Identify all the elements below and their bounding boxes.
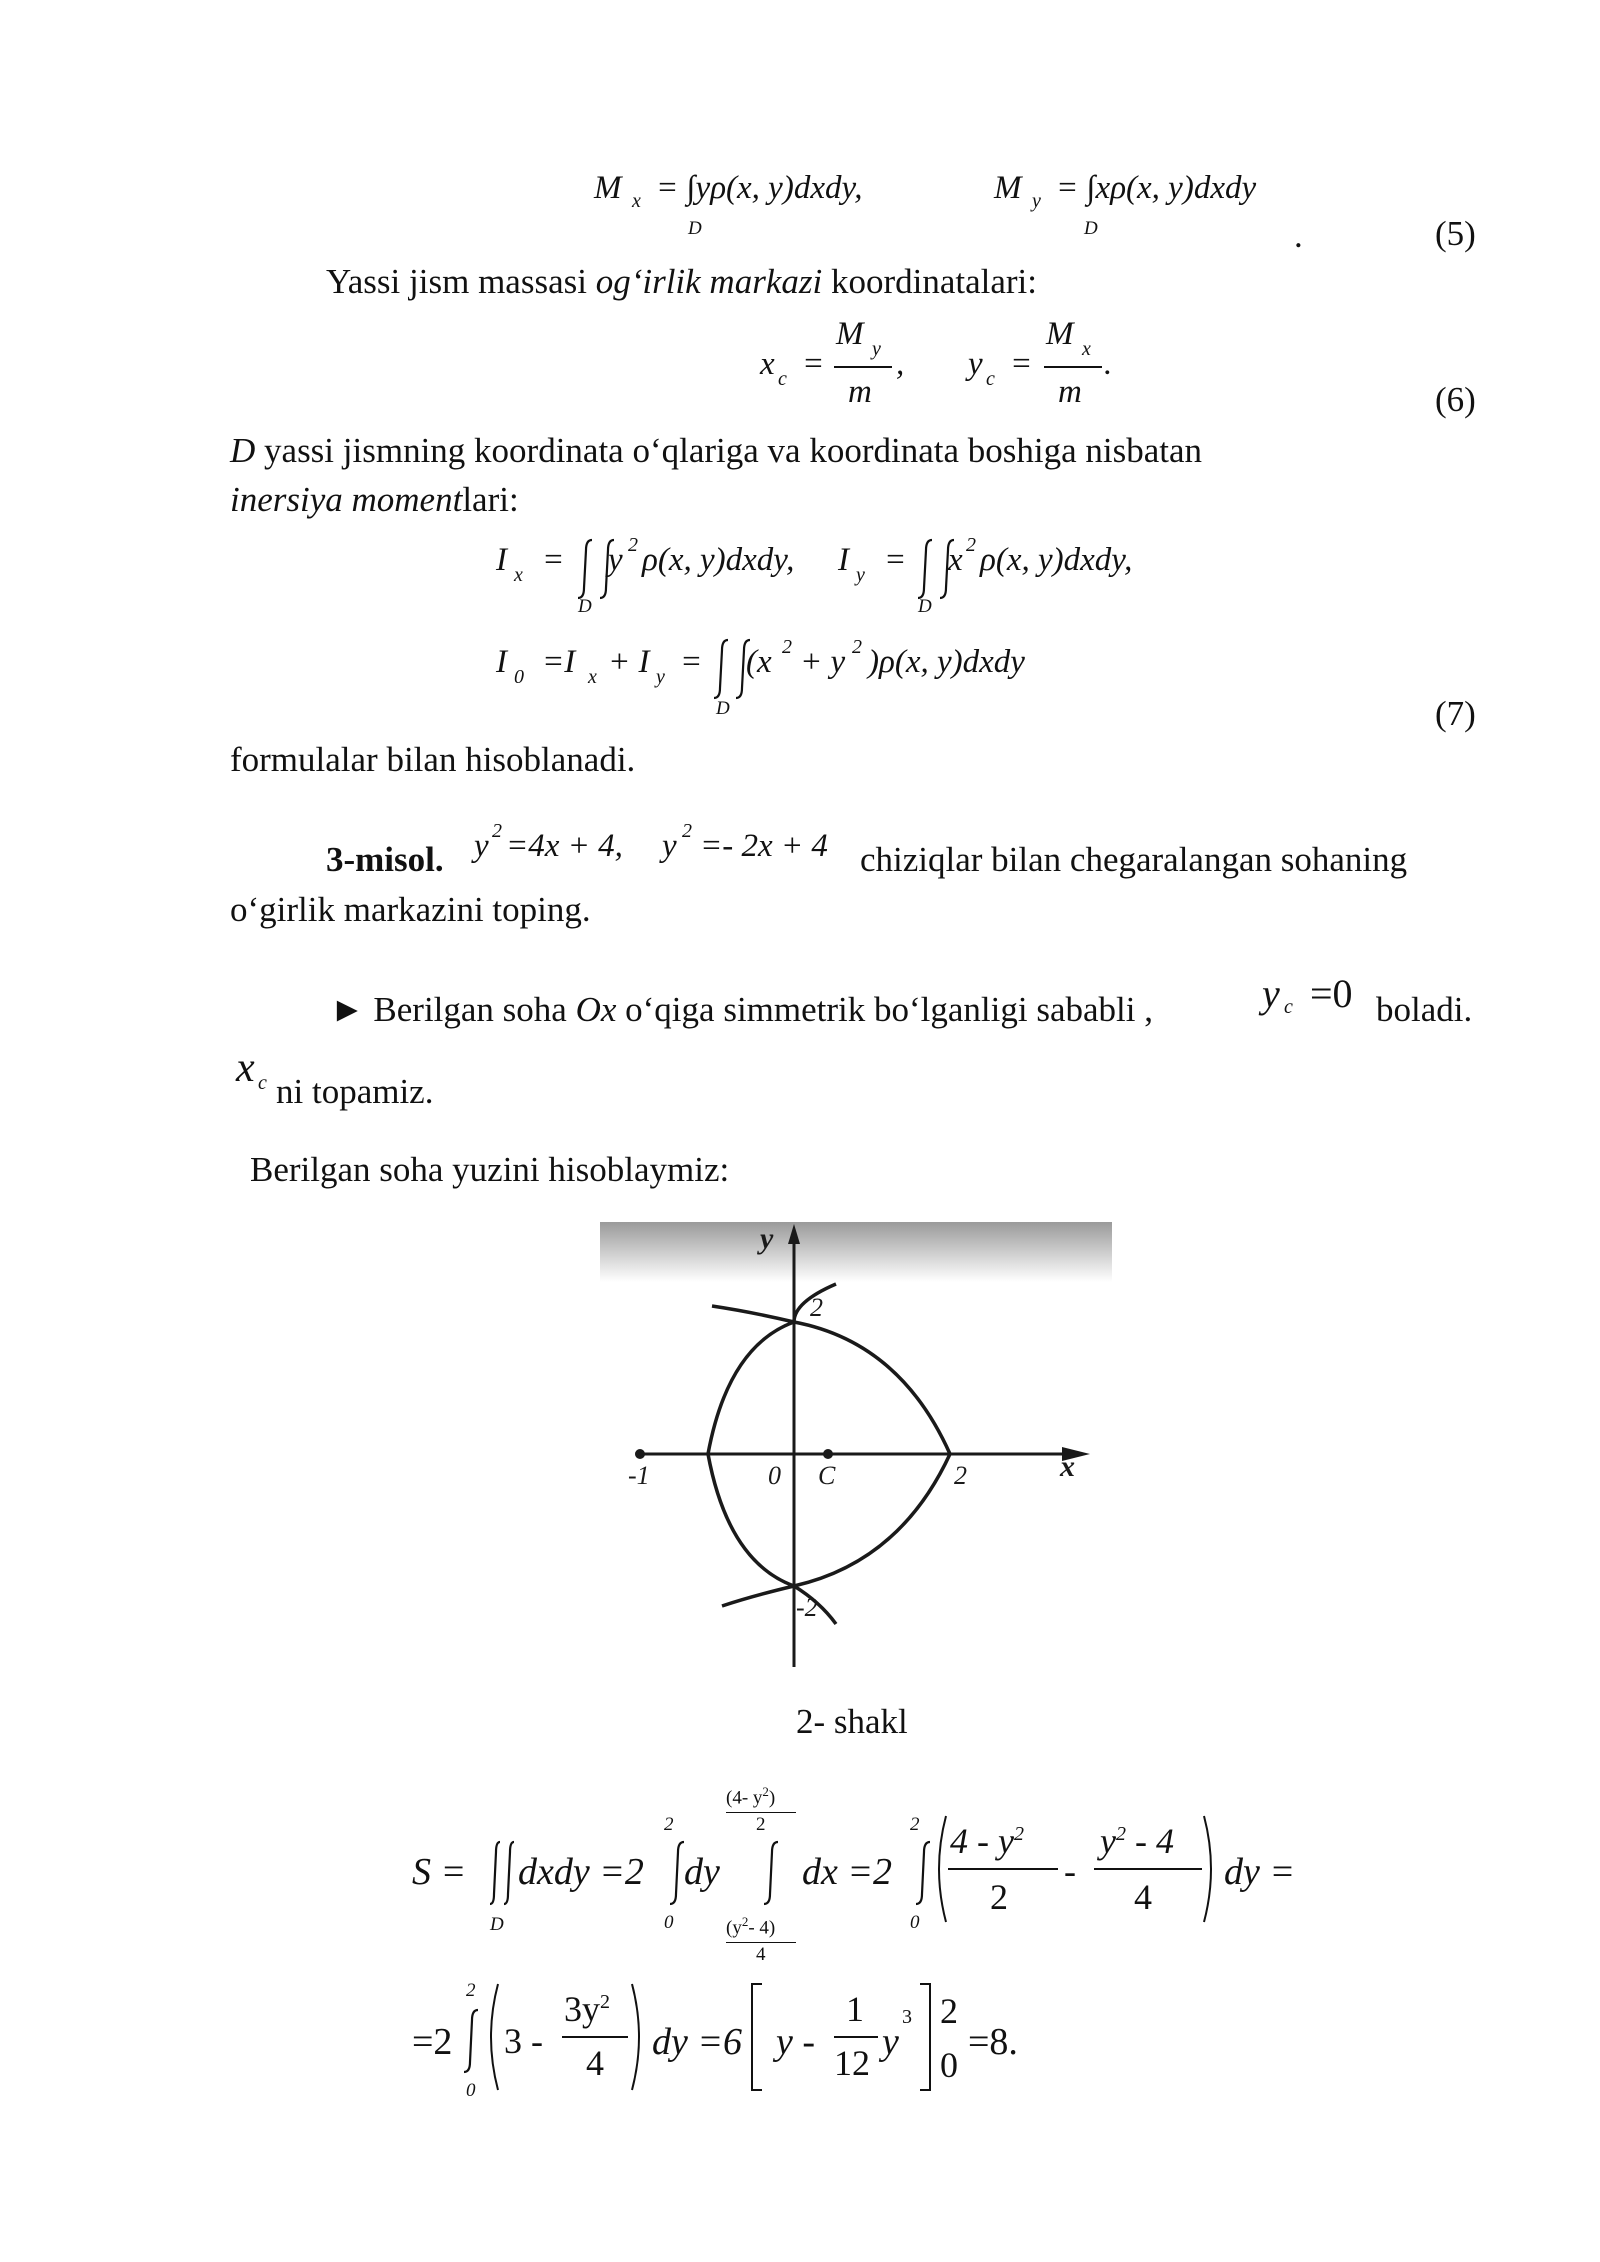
s-symbol: S = — [412, 1851, 467, 1893]
ix-domain: D — [578, 596, 592, 617]
curve2-y: y — [662, 828, 677, 864]
centroid-intro-before: Yassi jism massasi — [326, 262, 596, 301]
s2-dy: dy =6 — [652, 2021, 743, 2063]
eq6-number: (6) — [1435, 380, 1476, 419]
s2-right-bracket-icon — [918, 1982, 934, 2092]
dy-lower: 0 — [664, 1912, 674, 1933]
x-axis-left-dot — [635, 1449, 645, 1459]
curve1-y: y — [474, 828, 489, 864]
area-upper: 2 — [910, 1814, 920, 1835]
xc-numerator-m: M — [836, 316, 864, 352]
inertia-intro-d: D — [230, 431, 256, 470]
iy-square: 2 — [966, 534, 976, 556]
i0-paren-x: (x — [746, 644, 772, 680]
solution-yc-sub: c — [1284, 996, 1293, 1018]
inertia-intro-text: yassi jismning koordinata o‘qlariga va koordinata boshiga nisbatan — [255, 431, 1203, 470]
s2-y-cubed: y — [882, 2021, 899, 2063]
yc-symbol: y — [968, 346, 983, 382]
curve1-square: 2 — [492, 820, 502, 842]
s2-one: 1 — [846, 1989, 864, 2029]
f1-numerator-text: 4 - y — [950, 1821, 1014, 1861]
s2-left-paren-icon — [482, 1982, 500, 2092]
figure-scan-shade — [600, 1222, 1112, 1282]
example-label: 3-misol. — [326, 840, 444, 879]
i0-rho: )ρ(x, y)dxdy — [868, 644, 1025, 680]
s2-numerator-sup: 2 — [600, 1991, 610, 2013]
s2-fraction-bar — [562, 2036, 628, 2038]
upper-limit-den: 2 — [756, 1814, 766, 1835]
upper-limit-close: ) — [768, 1787, 776, 1809]
s2-eval-lower: 0 — [940, 2045, 958, 2085]
iy-subscript: y — [856, 564, 865, 586]
my-symbol: M — [994, 170, 1022, 206]
yc-equals: = — [1010, 346, 1033, 382]
s2-left-bracket-icon — [748, 1982, 764, 2092]
s2-numerator-text: 3y — [564, 1989, 600, 2029]
s-dxdy: dxdy =2 — [518, 1851, 644, 1893]
curve1-rest: =4x + 4, — [506, 828, 623, 864]
inertia-intro-line1 — [230, 426, 1476, 476]
centroid-intro — [326, 262, 1037, 302]
yc-numerator-sub: x — [1082, 338, 1091, 360]
xc-subscript: c — [778, 368, 787, 390]
s2-result: =8. — [968, 2021, 1018, 2063]
yc-denominator: m — [1058, 374, 1082, 410]
region-figure — [600, 1222, 1112, 1670]
eq5-number: (5) — [1435, 214, 1476, 253]
i0-symbol: I — [496, 644, 507, 680]
yc-period: . — [1104, 346, 1113, 382]
s2-cube: 3 — [902, 2006, 912, 2028]
yc-subscript: c — [986, 368, 995, 390]
solution-yc-value: =0 — [1310, 971, 1353, 1016]
f-minus: - — [1064, 1851, 1076, 1891]
figure-label-c: C — [818, 1461, 836, 1490]
my-domain: D — [1084, 218, 1098, 239]
xc-numerator-sub: y — [872, 338, 881, 360]
f2-sup: 2 — [1115, 1823, 1126, 1845]
s2-upper: 2 — [466, 1980, 476, 2001]
i0-iy-subscript: y — [656, 666, 665, 688]
solution-arrow: ► — [330, 990, 365, 1029]
inertia-intro-line2 — [230, 480, 519, 520]
f1-denominator: 2 — [990, 1877, 1008, 1917]
lower-limit-den: 4 — [756, 1944, 766, 1965]
figure-label-minus1: -1 — [628, 1461, 650, 1490]
centroid-intro-emph: og‘irlik markazi — [595, 262, 823, 301]
right-paren-icon — [1202, 1814, 1220, 1924]
ix-y: y — [608, 542, 623, 578]
eq7-number: (7) — [1435, 694, 1476, 733]
formulas-conclusion: formulalar bilan hisoblanadi. — [230, 740, 636, 779]
i0-y-square: 2 — [852, 636, 862, 658]
i0-equals: = — [680, 644, 703, 680]
i0-plus-iy: + I — [608, 644, 650, 680]
lower-limit-num — [726, 1914, 775, 1939]
lower-limit-bar — [726, 1942, 796, 1943]
solution-xc-sub: c — [258, 1072, 267, 1094]
area-intro: Berilgan soha yuzini hisoblaymiz: — [250, 1150, 730, 1189]
s2-three: 3 - — [504, 2021, 543, 2061]
solution-ox: Ox — [575, 990, 617, 1029]
lower-limit-num-text: (y — [726, 1917, 742, 1939]
solution-boladi: boladi. — [1376, 990, 1473, 1029]
iy-equals: = — [884, 542, 907, 578]
upper-limit-num — [726, 1784, 775, 1809]
s2-lower: 0 — [466, 2080, 476, 2101]
f2-denominator: 4 — [1134, 1877, 1152, 1917]
my-subscript: y — [1032, 190, 1041, 212]
upper-limit-bar — [726, 1812, 796, 1813]
s2-numerator — [564, 1988, 610, 2030]
dx-symbol: dx =2 — [802, 1851, 893, 1893]
s2-y-minus: y - — [776, 2021, 816, 2063]
s2-twelfth-bar — [834, 2036, 878, 2038]
iy-double-integral-icon — [912, 536, 972, 602]
figure-label-2-top: 2 — [810, 1293, 823, 1322]
mx-symbol: M — [594, 170, 622, 206]
xc-comma: , — [896, 346, 905, 382]
yc-numerator-m: M — [1046, 316, 1074, 352]
ix-subscript: x — [514, 564, 523, 586]
mx-integral: = ∫yρ(x, y)dxdy, — [656, 170, 863, 206]
figure-label-0: 0 — [768, 1461, 781, 1490]
dx-integral-icon — [760, 1838, 784, 1908]
i0-ix-subscript: x — [588, 666, 597, 688]
i0-plus-y: + y — [800, 644, 846, 680]
i0-subscript: 0 — [514, 666, 524, 688]
xc-fraction-bar — [834, 366, 892, 368]
iy-x: x — [948, 542, 963, 578]
figure-label-minus2: -2 — [796, 1593, 818, 1622]
s-domain: D — [490, 1914, 504, 1935]
mx-domain: D — [688, 218, 702, 239]
iy-domain: D — [918, 596, 932, 617]
yc-fraction-bar — [1044, 366, 1102, 368]
upper-limit-num-text: (4- y — [726, 1787, 763, 1809]
xc-equals: = — [802, 346, 825, 382]
f2-numerator-y: y — [1100, 1821, 1116, 1861]
s2-eval-upper: 2 — [940, 1991, 958, 2031]
example-line2: o‘girlik markazini toping. — [230, 890, 591, 929]
figure-label-2-right: 2 — [954, 1461, 967, 1490]
solution-yc: y — [1262, 971, 1280, 1016]
f1-numerator — [950, 1820, 1024, 1862]
curve2-rest: =- 2x + 4 — [700, 828, 828, 864]
ix-square: 2 — [628, 534, 638, 556]
ix-rho: ρ(x, y)dxdy, — [642, 542, 795, 578]
s2-integral-icon — [460, 2006, 484, 2076]
dy-symbol: dy — [684, 1851, 720, 1893]
area-lower: 0 — [910, 1912, 920, 1933]
iy-rho: ρ(x, y)dxdy, — [980, 542, 1133, 578]
inertia-intro-emph: inersiya moment — [230, 480, 463, 519]
f2-bar — [1094, 1868, 1202, 1870]
dy-upper: 2 — [664, 1814, 674, 1835]
xc-symbol: x — [760, 346, 775, 382]
centroid-point — [823, 1449, 833, 1459]
s2-twelve: 12 — [834, 2043, 870, 2083]
f2-numerator — [1100, 1820, 1174, 1862]
eq5-dot: . — [1294, 216, 1303, 255]
ix-equals: = — [542, 542, 565, 578]
iy-symbol: I — [838, 542, 849, 578]
solution-after: o‘qiga simmetrik bo‘lganligi sababli , — [616, 990, 1153, 1029]
s2-start: =2 — [412, 2021, 453, 2063]
solution-line1 — [330, 990, 1153, 1030]
lower-limit-close: - 4) — [748, 1917, 776, 1939]
f1-bar — [948, 1868, 1058, 1870]
ix-symbol: I — [496, 542, 507, 578]
ix-double-integral-icon — [572, 536, 632, 602]
solution-before: Berilgan soha — [364, 990, 576, 1029]
solution-xc: x — [236, 1045, 255, 1091]
area-end: dy = — [1224, 1851, 1296, 1893]
lower-limit-sup: 2 — [741, 1914, 749, 1929]
s2-right-paren-icon — [630, 1982, 648, 2092]
example-text: chiziqlar bilan chegaralangan sohaning — [860, 840, 1408, 879]
i0-equals-ix: =I — [542, 644, 576, 680]
xc-denominator: m — [848, 374, 872, 410]
figure-caption: 2- shakl — [796, 1702, 908, 1741]
f1-sup: 2 — [1013, 1823, 1024, 1845]
mx-subscript: x — [632, 190, 641, 212]
upper-limit-sup: 2 — [762, 1784, 769, 1799]
s2-denominator: 4 — [586, 2043, 604, 2083]
left-paren-icon — [930, 1814, 948, 1924]
my-integral: = ∫xρ(x, y)dxdy — [1056, 170, 1257, 206]
inertia-intro-after: lari: — [462, 480, 519, 519]
solution-xc-text: ni topamiz. — [276, 1072, 434, 1111]
figure-label-y: y — [760, 1222, 774, 1255]
figure-label-x: x — [1060, 1450, 1075, 1483]
centroid-intro-after: koordinatalari: — [822, 262, 1038, 301]
i0-x-square: 2 — [782, 636, 792, 658]
i0-domain: D — [716, 698, 730, 719]
curve2-square: 2 — [682, 820, 692, 842]
f2-numerator-rest: - 4 — [1125, 1821, 1174, 1861]
